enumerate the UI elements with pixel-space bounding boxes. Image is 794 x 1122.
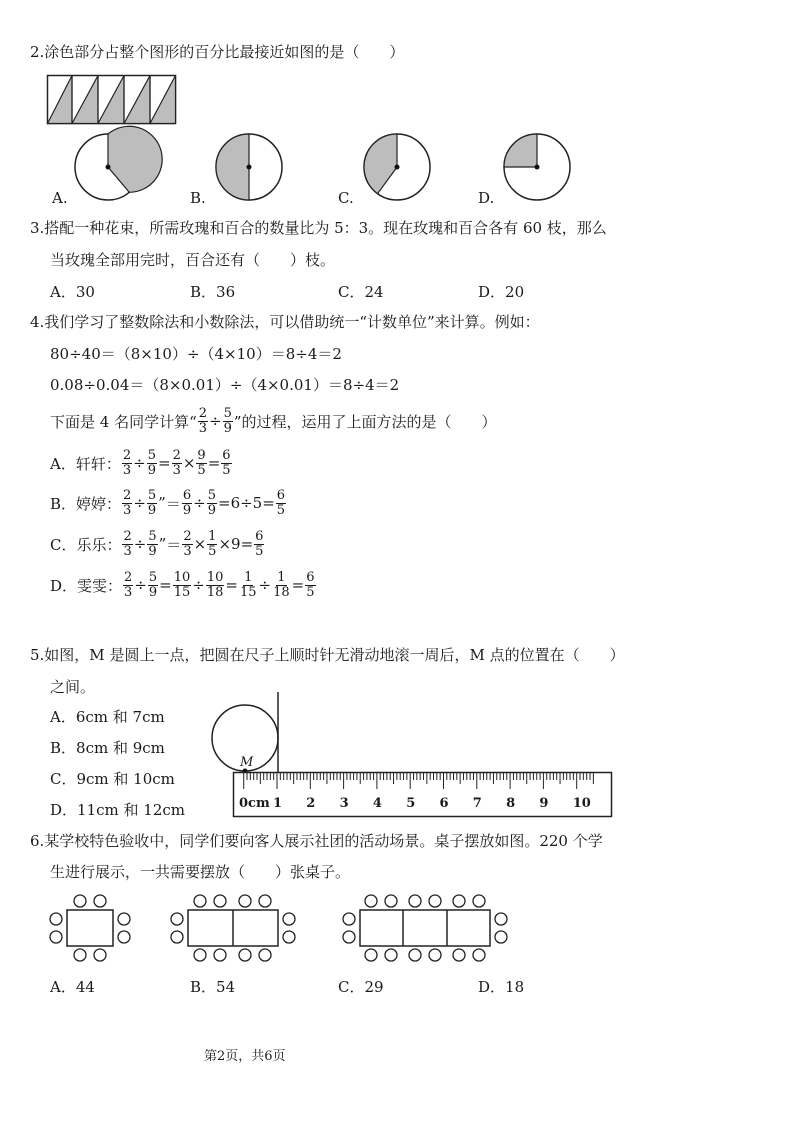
q5-point-label: M xyxy=(240,755,254,770)
q5-ruler xyxy=(233,772,613,818)
expression-text: =6÷5= xyxy=(218,494,275,512)
equals-sign: ＝ xyxy=(166,535,182,554)
quote-mark: ” xyxy=(158,494,166,512)
q4-option-d[interactable] xyxy=(50,568,317,602)
q2-option-a[interactable]: A. xyxy=(52,189,68,207)
q2-pie-a xyxy=(73,132,145,204)
q4-option-c[interactable] xyxy=(50,527,265,561)
q5-option-d[interactable]: D．11cm 和 12cm xyxy=(50,801,185,819)
q4-question-pre: 下面是 4 名同学计算“ xyxy=(50,412,197,431)
q4-line-1: 4.我们学习了整数除法和小数除法，可以借助统一“计数单位”来计算。例如： xyxy=(30,313,540,331)
q5-option-a[interactable]: A．6cm 和 7cm xyxy=(50,708,165,726)
division-sign: ÷ xyxy=(133,454,146,472)
fraction: $\frac{10}{18}$ xyxy=(206,569,224,600)
fraction: $\frac{6}{9}$ xyxy=(182,487,192,518)
q5-line-2: 之间。 xyxy=(50,678,96,696)
fraction: $\frac{2}{3}$ xyxy=(172,447,181,478)
fraction: $\frac{5}{9}$ xyxy=(147,487,157,518)
division-sign: ÷ xyxy=(133,494,146,512)
fraction: $\frac{2}{3}$ xyxy=(198,405,208,436)
ruler-label: 4 xyxy=(372,796,382,811)
q3-line-2: 当玫瑰全部用完时，百合还有（ ）枝。 xyxy=(50,251,336,269)
times-sign: × xyxy=(193,535,207,553)
ruler-label: 7 xyxy=(472,796,482,811)
q2-pie-c xyxy=(362,132,434,204)
q2-striped-rectangle xyxy=(47,75,177,125)
q2-option-b[interactable]: B. xyxy=(190,189,206,207)
fraction: $\frac{5}{9}$ xyxy=(207,487,216,518)
q6-line-1: 6.某学校特色验收中，同学们要向客人展示社团的活动场景。桌子摆放如图。220 个学 xyxy=(30,832,603,850)
q6-option-b[interactable]: B．54 xyxy=(190,978,236,996)
division-sign: ÷ xyxy=(192,576,205,594)
q5-option-c[interactable]: C．9cm 和 10cm xyxy=(50,770,175,788)
q2-option-c[interactable]: C. xyxy=(338,189,354,207)
equals-sign: = xyxy=(157,454,171,472)
q4-option-b-label: B．婷婷： xyxy=(50,494,122,513)
fraction: $\frac{6}{5}$ xyxy=(306,569,315,600)
q4-option-d-label: D．雯雯： xyxy=(50,576,123,595)
fraction: $\frac{2}{3}$ xyxy=(183,528,192,559)
q2-pie-b xyxy=(214,132,286,204)
q4-example-1: 80÷40＝（8×10）÷（4×10）＝8÷4＝2 xyxy=(50,345,342,363)
q4-question-post: ”的过程，运用了上面方法的是（ ） xyxy=(233,412,497,431)
fraction: $\frac{10}{15}$ xyxy=(173,569,191,600)
ruler-label: 2 xyxy=(306,796,316,811)
fraction: $\frac{5}{9}$ xyxy=(148,528,157,559)
q6-option-c[interactable]: C．29 xyxy=(338,978,384,996)
fraction: $\frac{1}{5}$ xyxy=(208,528,217,559)
equals-sign: = xyxy=(225,576,238,594)
q2-stem: 2.涂色部分占整个图形的百分比最接近如图的是（ ） xyxy=(30,43,405,61)
equals-sign: ＝ xyxy=(165,494,181,513)
q4-option-a-label: A．轩轩： xyxy=(50,454,121,473)
q6-table-3 xyxy=(340,893,510,963)
q4-question-line xyxy=(50,404,497,438)
fraction: $\frac{2}{3}$ xyxy=(123,528,132,559)
ruler-label: 0cm xyxy=(239,796,270,811)
ruler-label: 5 xyxy=(406,796,416,811)
fraction: $\frac{9}{5}$ xyxy=(197,447,206,478)
q4-example-2: 0.08÷0.04＝（8×0.01）÷（4×0.01）＝8÷4＝2 xyxy=(50,376,400,394)
ruler-label: 10 xyxy=(572,796,591,811)
q3-option-d[interactable]: D．20 xyxy=(478,283,525,301)
q3-option-c[interactable]: C．24 xyxy=(338,283,384,301)
ruler-label: 8 xyxy=(506,796,516,811)
fraction: $\frac{2}{3}$ xyxy=(122,447,132,478)
division-sign: ÷ xyxy=(258,576,272,594)
q2-pie-d xyxy=(502,132,574,204)
q6-option-a[interactable]: A．44 xyxy=(50,978,95,996)
division-sign: ÷ xyxy=(133,535,147,553)
fraction: $\frac{2}{3}$ xyxy=(124,569,133,600)
fraction: $\frac{5}{9}$ xyxy=(148,569,158,600)
q6-table-2 xyxy=(168,893,298,963)
division-sign: ÷ xyxy=(209,412,222,430)
equals-sign: = xyxy=(291,576,305,594)
q3-line-1: 3.搭配一种花束，所需玫瑰和百合的数量比为 5：3。现在玫瑰和百合各有 60 枝，那么 xyxy=(30,219,607,237)
q6-option-d[interactable]: D．18 xyxy=(478,978,525,996)
expression-text: ×9= xyxy=(218,535,254,553)
fraction: $\frac{6}{5}$ xyxy=(222,447,231,478)
ruler-label: 6 xyxy=(439,796,449,811)
q4-option-c-label: C．乐乐： xyxy=(50,535,122,554)
fraction: $\frac{5}{9}$ xyxy=(223,405,232,436)
q3-option-a[interactable]: A．30 xyxy=(50,283,95,301)
page-footer: 第2页，共6页 xyxy=(204,1049,286,1064)
equals-sign: = xyxy=(159,576,172,594)
equals-sign: = xyxy=(207,454,221,472)
ruler-label: 1 xyxy=(273,796,283,811)
ruler-label: 9 xyxy=(539,796,549,811)
fraction: $\frac{1}{15}$ xyxy=(240,569,257,600)
q2-option-d[interactable]: D. xyxy=(478,189,495,207)
q3-option-b[interactable]: B．36 xyxy=(190,283,236,301)
q6-line-2: 生进行展示，一共需要摆放（ ）张桌子。 xyxy=(50,863,351,881)
division-sign: ÷ xyxy=(134,576,147,594)
fraction: $\frac{6}{5}$ xyxy=(276,487,286,518)
q4-option-b[interactable] xyxy=(50,486,287,520)
fraction: $\frac{2}{3}$ xyxy=(123,487,132,518)
division-sign: ÷ xyxy=(193,494,206,512)
q5-line-1: 5.如图，M 是圆上一点，把圆在尺子上顺时针无滑动地滚一周后，M 点的位置在（ ） xyxy=(30,646,625,664)
ruler-label: 3 xyxy=(339,796,349,811)
fraction: $\frac{5}{9}$ xyxy=(147,447,156,478)
q5-option-b[interactable]: B．8cm 和 9cm xyxy=(50,739,165,757)
fraction: $\frac{6}{5}$ xyxy=(255,528,264,559)
times-sign: × xyxy=(182,454,196,472)
q6-table-1 xyxy=(47,893,132,963)
quote-mark: ” xyxy=(158,535,167,553)
fraction: $\frac{1}{18}$ xyxy=(273,569,290,600)
q4-option-a[interactable] xyxy=(50,446,233,480)
